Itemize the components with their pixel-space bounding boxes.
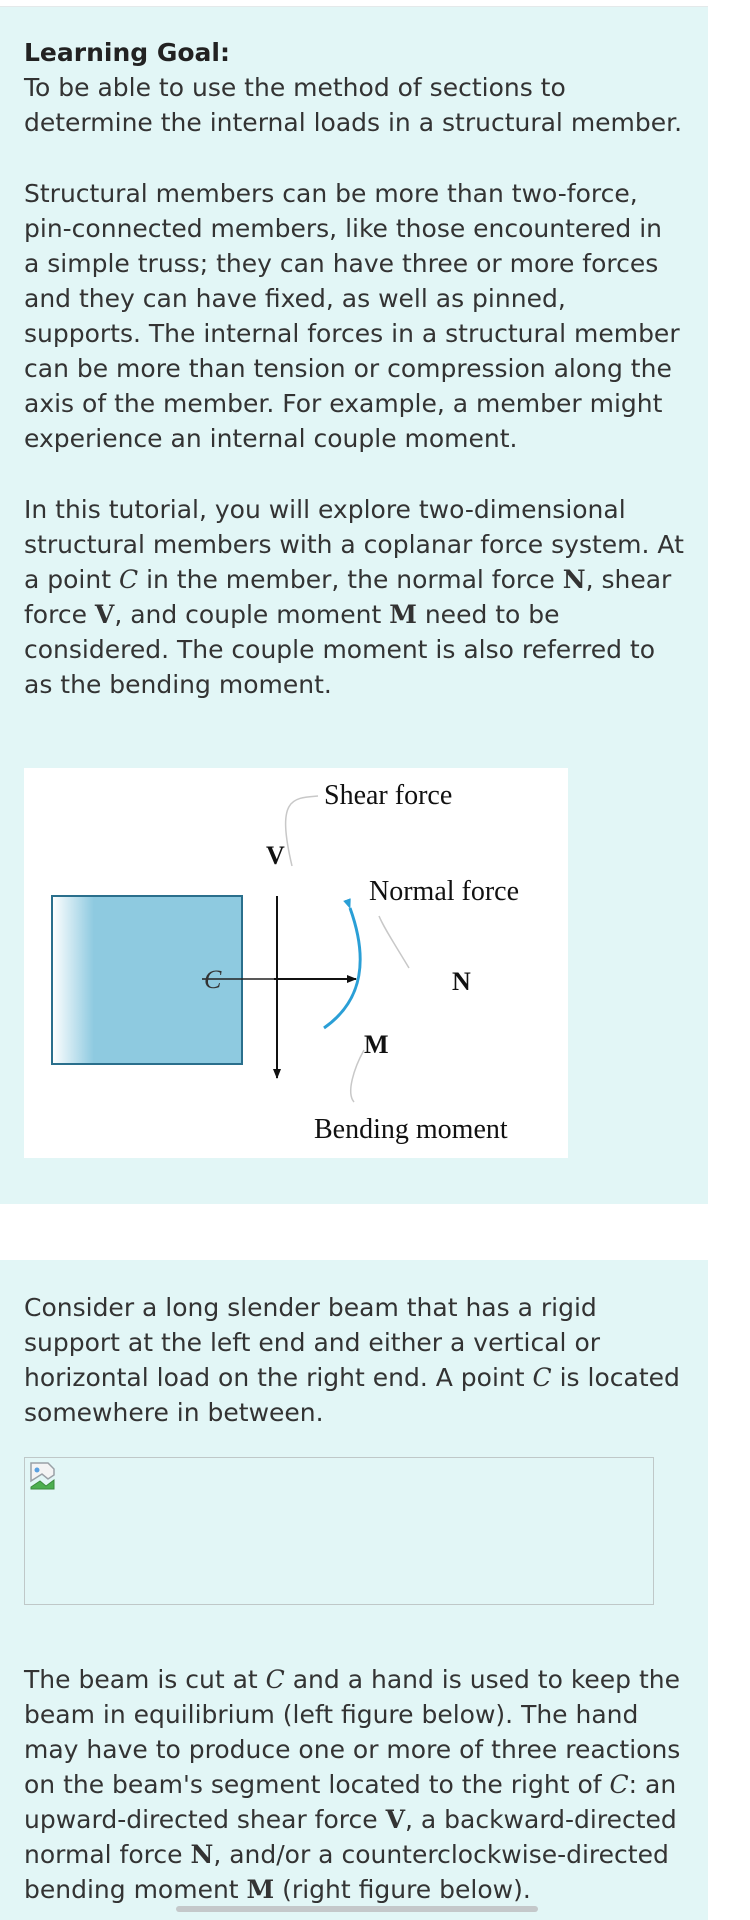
normal-force-label: Normal force bbox=[369, 876, 520, 907]
learning-goal-title: Learning Goal: bbox=[24, 38, 230, 67]
intro-paragraph: Structural members can be more than two-force, pin-connected members, like those encountered in a simple truss; they can have three or more forces and they can have fixed, as well as pinned, supports. The internal forces in a structural member can be more than tension or compression along the axis of the member. For example, a member might experience an internal couple moment. bbox=[24, 179, 680, 453]
shear-force-label: Shear force bbox=[324, 780, 453, 811]
internal-loads-diagram bbox=[24, 768, 568, 1158]
shear-force-symbol: V bbox=[385, 1805, 405, 1834]
normal-force-symbol: N bbox=[190, 1840, 214, 1869]
bending-moment-label: Bending moment bbox=[314, 1114, 508, 1145]
shear-leader-line bbox=[286, 796, 318, 866]
moment-symbol: M bbox=[246, 1875, 275, 1904]
point-c-symbol: C bbox=[265, 1665, 285, 1694]
m-label: M bbox=[364, 1030, 389, 1059]
n-label: N bbox=[452, 967, 471, 996]
broken-image-icon bbox=[28, 1461, 58, 1491]
bending-leader-line bbox=[351, 1050, 364, 1102]
c-label: C bbox=[204, 965, 222, 994]
cut-paragraph: The beam is cut at C and a hand is used to keep the beam in equilibrium (left figure below). The hand may have to produce one or more of three reactions on the beam's segment located to the right of C: an upward-directed shear force V, a backward-directed normal force N, and/or a counterclockwise-directed bending moment M (right figure below). bbox=[24, 1665, 681, 1904]
bending-moment-arrow bbox=[324, 908, 360, 1028]
point-c-symbol: C bbox=[609, 1770, 629, 1799]
point-c-symbol: C bbox=[532, 1363, 552, 1392]
beam-paragraph: Consider a long slender beam that has a rigid support at the left end and either a vertical or horizontal load on the right end. A point C is located somewhere in between. bbox=[24, 1293, 680, 1427]
horizontal-scrollbar[interactable] bbox=[176, 1906, 538, 1912]
tutorial-paragraph: In this tutorial, you will explore two-dimensional structural members with a coplanar force system. At a point C in the member, the normal force N, shear force V, and couple moment M need to be considered. The couple moment is also referred to as the bending moment. bbox=[24, 495, 684, 699]
normal-leader-line bbox=[379, 916, 409, 968]
point-c-symbol: C bbox=[118, 565, 139, 594]
v-label: V bbox=[266, 841, 285, 870]
internal-loads-figure bbox=[24, 768, 568, 1158]
shear-force-symbol: V bbox=[94, 600, 115, 629]
moment-symbol: M bbox=[389, 600, 417, 629]
beam-image-placeholder bbox=[24, 1457, 654, 1605]
normal-force-symbol: N bbox=[562, 565, 586, 594]
learning-goal-text: To be able to use the method of sections to determine the internal loads in a structural member. bbox=[24, 73, 683, 137]
